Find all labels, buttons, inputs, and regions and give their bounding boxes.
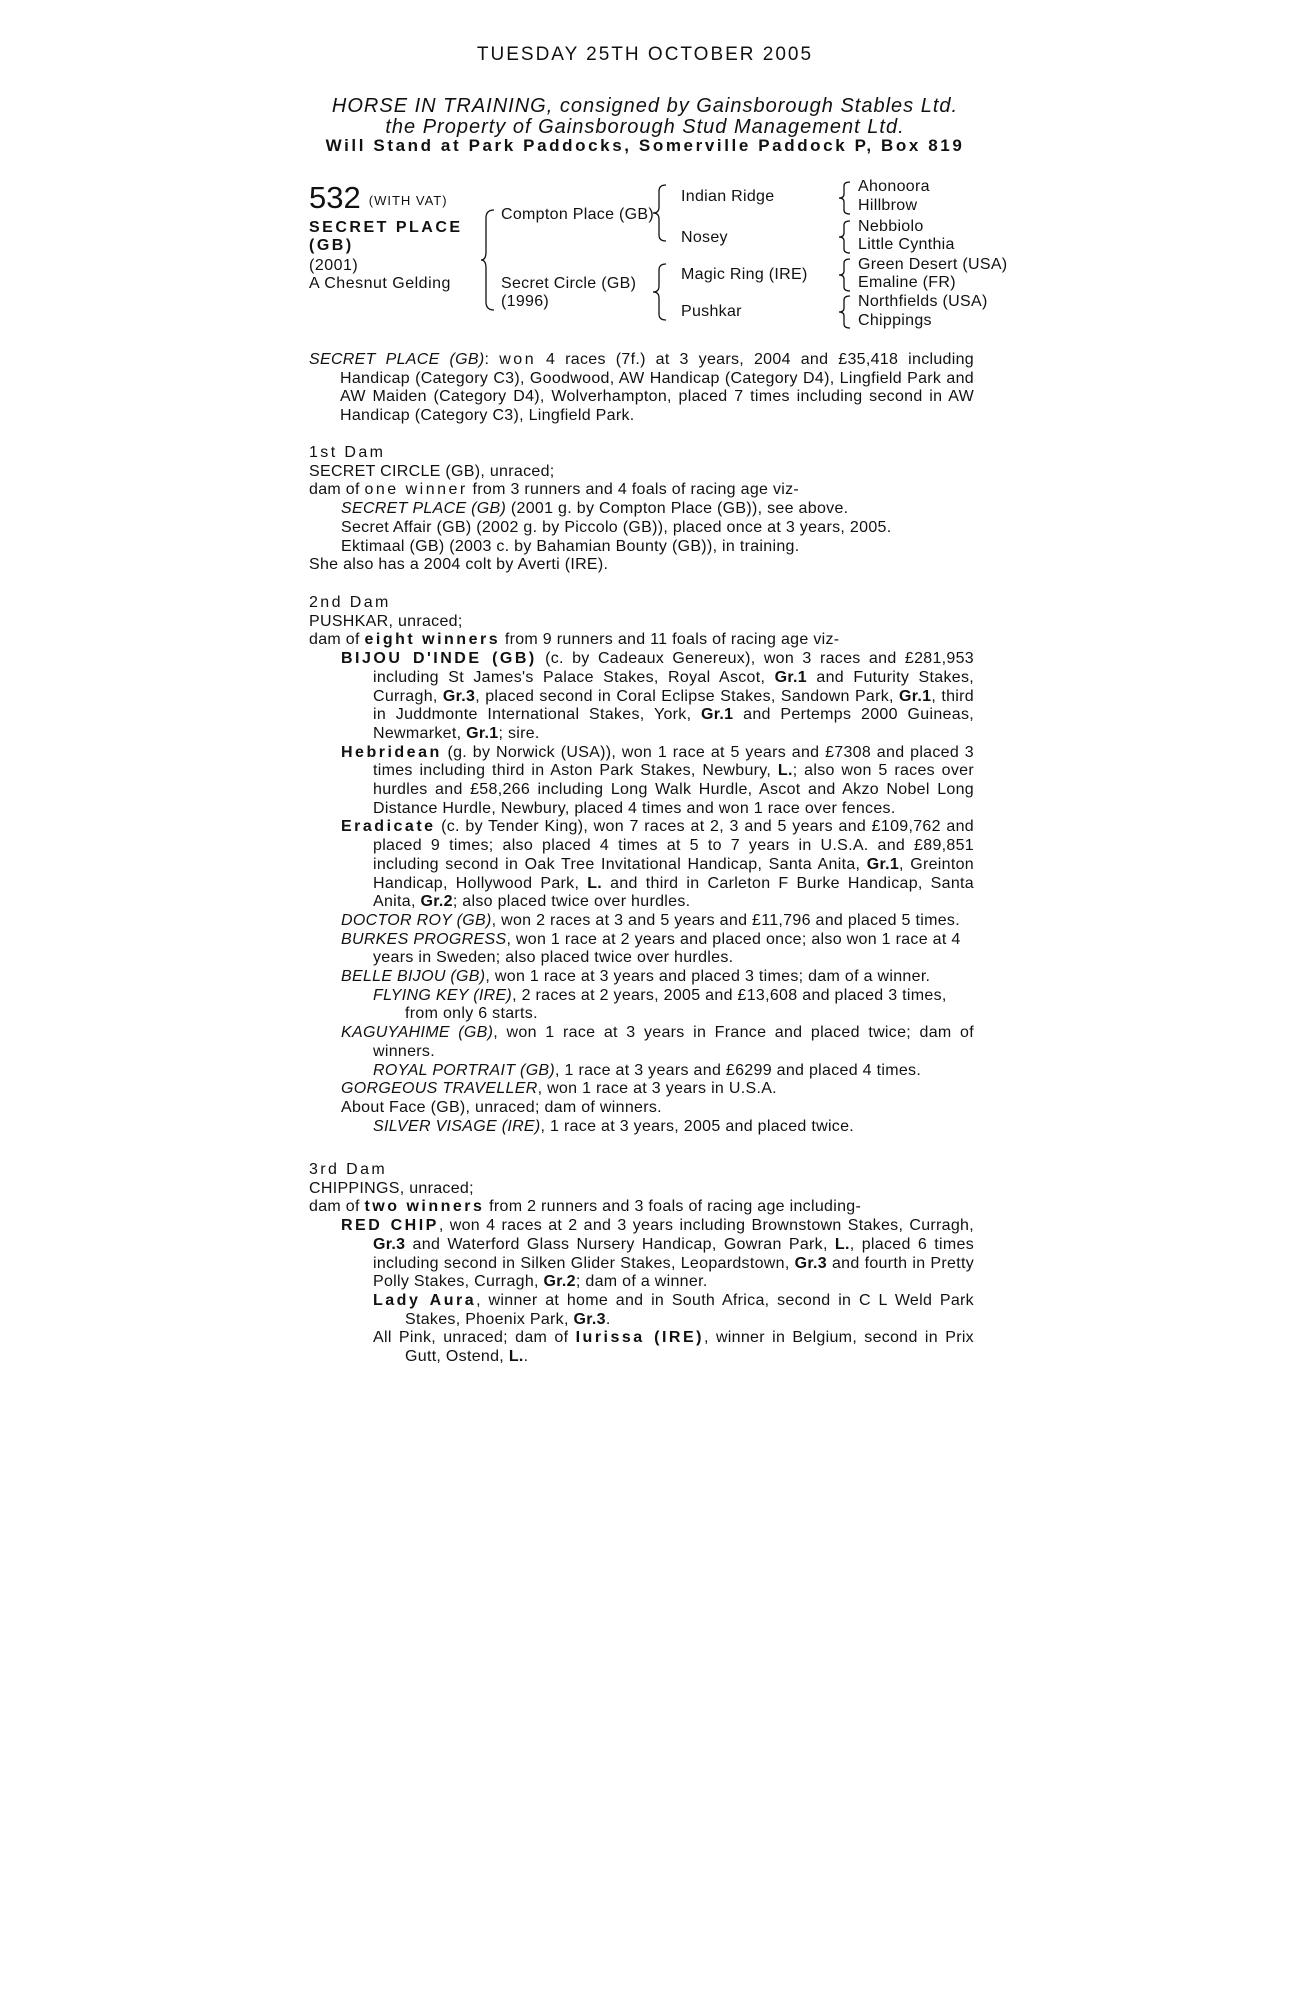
grand-produce-item: FLYING KEY (IRE), 2 races at 2 years, 2005 and £13,608 and placed 3 times, from only 6 starts. [373,986,947,1023]
second-dam-name: PUSHKAR, unraced; [309,612,463,630]
first-dam-section [309,444,974,575]
grand-produce-item: All Pink, unraced; dam of Iurissa (IRE), winner in Belgium, second in Prix Gutt, Ostend, L.. [373,1329,974,1366]
pedigree-sire-sire: Indian Ridge [681,188,775,205]
produce-item: Secret Affair (GB) (2002 g. by Piccolo (GB)), placed once at 3 years, 2005. [341,518,892,536]
second-dam-section [309,594,974,1136]
third-dam-winners: two winners [364,1198,485,1216]
pedigree-brace-g3 [838,257,852,293]
pedigree-g5: Green Desert (USA) [858,256,1008,273]
second-dam-heading: 2nd Dam [309,594,391,611]
produce-item: DOCTOR ROY (GB), won 2 races at 3 and 5 years and £11,796 and placed 5 times. [341,911,960,929]
produce-item: BIJOU D'INDE (GB) (c. by Cadeaux Genereux), won 3 races and £281,953 including St James's Palace Stakes, Royal Ascot, Gr.1 and Futurity Stakes, Curragh, Gr.3, placed second in Coral Eclipse Stakes, Sandown Park, Gr.1, third in Juddmonte International Stakes, York, Gr.1 and Pertemps 2000 Guineas, Newmarket, Gr.1; sire. [341,650,974,742]
pedigree-g6: Emaline (FR) [858,274,956,291]
first-dam-winners: one winner [364,481,468,499]
lot-number: 532 [309,180,361,215]
third-dam-heading: 3rd Dam [309,1161,388,1178]
produce-item: RED CHIP, won 4 races at 2 and 3 years including Brownstown Stakes, Curragh, Gr.3 and Waterford Glass Nursery Handicap, Gowran Park, L., placed 6 times including second in Silken Glider Stakes, Leopardstown, Gr.3 and fourth in Pretty Polly Stakes, Curragh, Gr.2; dam of a winner. [341,1217,975,1291]
pedigree-g8: Chippings [858,312,932,329]
produce-item: SECRET PLACE (GB) (2001 g. by Compton Place (GB)), see above. [341,500,849,518]
first-dam-heading: 1st Dam [309,444,386,461]
record-text: 4 races (7f.) at 3 years, 2004 and £35,418 including Handicap (Category C3), Goodwood, AW Handicap (Category D4), Lingfield Park and AW Maiden (Category D4), Wolverhampton, placed 7 times including second in AW Handicap (Category C3), Lingfield Park. [340,351,974,425]
pedigree-brace-main [480,208,496,312]
produce-item: Ektimaal (GB) (2003 c. by Bahamian Bounty (GB)), in training. [341,537,800,555]
pedigree-dam-sire: Magic Ring (IRE) [681,266,808,283]
third-dam-section [309,1161,974,1367]
pedigree-brace-dam [652,262,668,322]
horse-name: SECRET PLACE [309,219,463,236]
pedigree-g2: Hillbrow [858,197,918,214]
grand-produce-item: SILVER VISAGE (IRE), 1 race at 3 years, 2005 and placed twice. [373,1117,855,1135]
stand-location: Will Stand at Park Paddocks, Somerville Paddock P, Box 819 [325,136,965,155]
horse-year: (2001) [309,257,359,274]
produce-item: BURKES PROGRESS, won 1 race at 2 years and placed once; also won 1 race at 4 years in Sweden; also placed twice over hurdles. [341,930,961,967]
pedigree-sire: Compton Place (GB) [501,206,655,223]
first-dam-summary: dam of one winner from 3 runners and 4 foals of racing age viz- [309,481,800,499]
pedigree-g7: Northfields (USA) [858,293,988,310]
pedigree-brace-g4 [838,294,852,330]
pedigree-sire-dam: Nosey [681,229,728,246]
property-line: the Property of Gainsborough Stud Management Ltd. [385,116,905,138]
grand-produce-item: Lady Aura, winner at home and in South Africa, second in C L Weld Park Stakes, Phoenix Park, Gr.3. [373,1291,974,1328]
consignment-line: HORSE IN TRAINING, consigned by Gainsborough Stables Ltd. [331,95,959,117]
produce-item: Eradicate (c. by Tender King), won 7 races at 2, 3 and 5 years and £109,762 and placed 9 times; also placed 4 times at 5 to 7 years in U.S.A. and £89,851 including second in Oak Tree Invitational Handicap, Santa Anita, Gr.1, Greinton Handicap, Hollywood Park, L. and third in Carleton F Burke Handicap, Santa Anita, Gr.2; also placed twice over hurdles. [341,818,974,911]
produce-item: GORGEOUS TRAVELLER, won 1 race at 3 years in U.S.A. [341,1080,777,1098]
pedigree-dam-dam: Pushkar [681,303,742,320]
horse-country: (GB) [309,237,354,254]
vat-note: (WITH VAT) [368,193,448,208]
grand-produce-item: ROYAL PORTRAIT (GB), 1 race at 3 years and £6299 and placed 4 times. [373,1061,922,1079]
racing-record: SECRET PLACE (GB): won 4 races (7f.) at 3 years, 2004 and £35,418 including Handicap (Category C3), Goodwood, AW Handicap (Category D4), Lingfield Park and AW Maiden (Category D4), Wolverhampton, placed 7 times including second in AW Handicap (Category C3), Lingfield Park. [309,351,974,425]
pedigree-g4: Little Cynthia [858,236,955,253]
first-dam-name: SECRET CIRCLE (GB), unraced; [309,462,555,480]
pedigree-brace-g2 [838,219,852,255]
second-dam-winners: eight winners [364,631,501,649]
third-dam-summary: dam of two winners from 2 runners and 3 foals of racing age including- [309,1198,862,1216]
pedigree-g1: Ahonoora [858,178,930,195]
pedigree-dam-year: (1996) [501,293,550,310]
pedigree-brace-sire [652,183,668,243]
second-dam-summary: dam of eight winners from 9 runners and 11 foals of racing age viz- [309,631,840,649]
horse-description: A Chesnut Gelding [309,275,451,292]
record-won: won [499,351,537,368]
produce-item: KAGUYAHIME (GB), won 1 race at 3 years in France and placed twice; dam of winners. [341,1024,974,1060]
pedigree-brace-g1 [838,180,852,216]
produce-item: Hebridean (g. by Norwick (USA)), won 1 race at 5 years and £7308 and placed 3 times including third in Aston Park Stakes, Newbury, L.; also won 5 races over hurdles and £58,266 including Long Walk Hurdle, Ascot and Akzo Nobel Long Distance Hurdle, Newbury, placed 4 times and won 1 race over fences. [341,743,974,817]
produce-item: About Face (GB), unraced; dam of winners. [341,1098,662,1116]
sale-date: TUESDAY 25TH OCTOBER 2005 [476,44,814,65]
lot-number-line [309,180,448,216]
record-horse-name: SECRET PLACE (GB) [309,351,485,368]
first-dam-also: She also has a 2004 colt by Averti (IRE). [309,556,609,574]
pedigree-g3: Nebbiolo [858,218,924,235]
pedigree-dam: Secret Circle (GB) [501,275,637,292]
third-dam-name: CHIPPINGS, unraced; [309,1179,474,1197]
produce-item: BELLE BIJOU (GB), won 1 race at 3 years and placed 3 times; dam of a winner. [341,968,931,986]
